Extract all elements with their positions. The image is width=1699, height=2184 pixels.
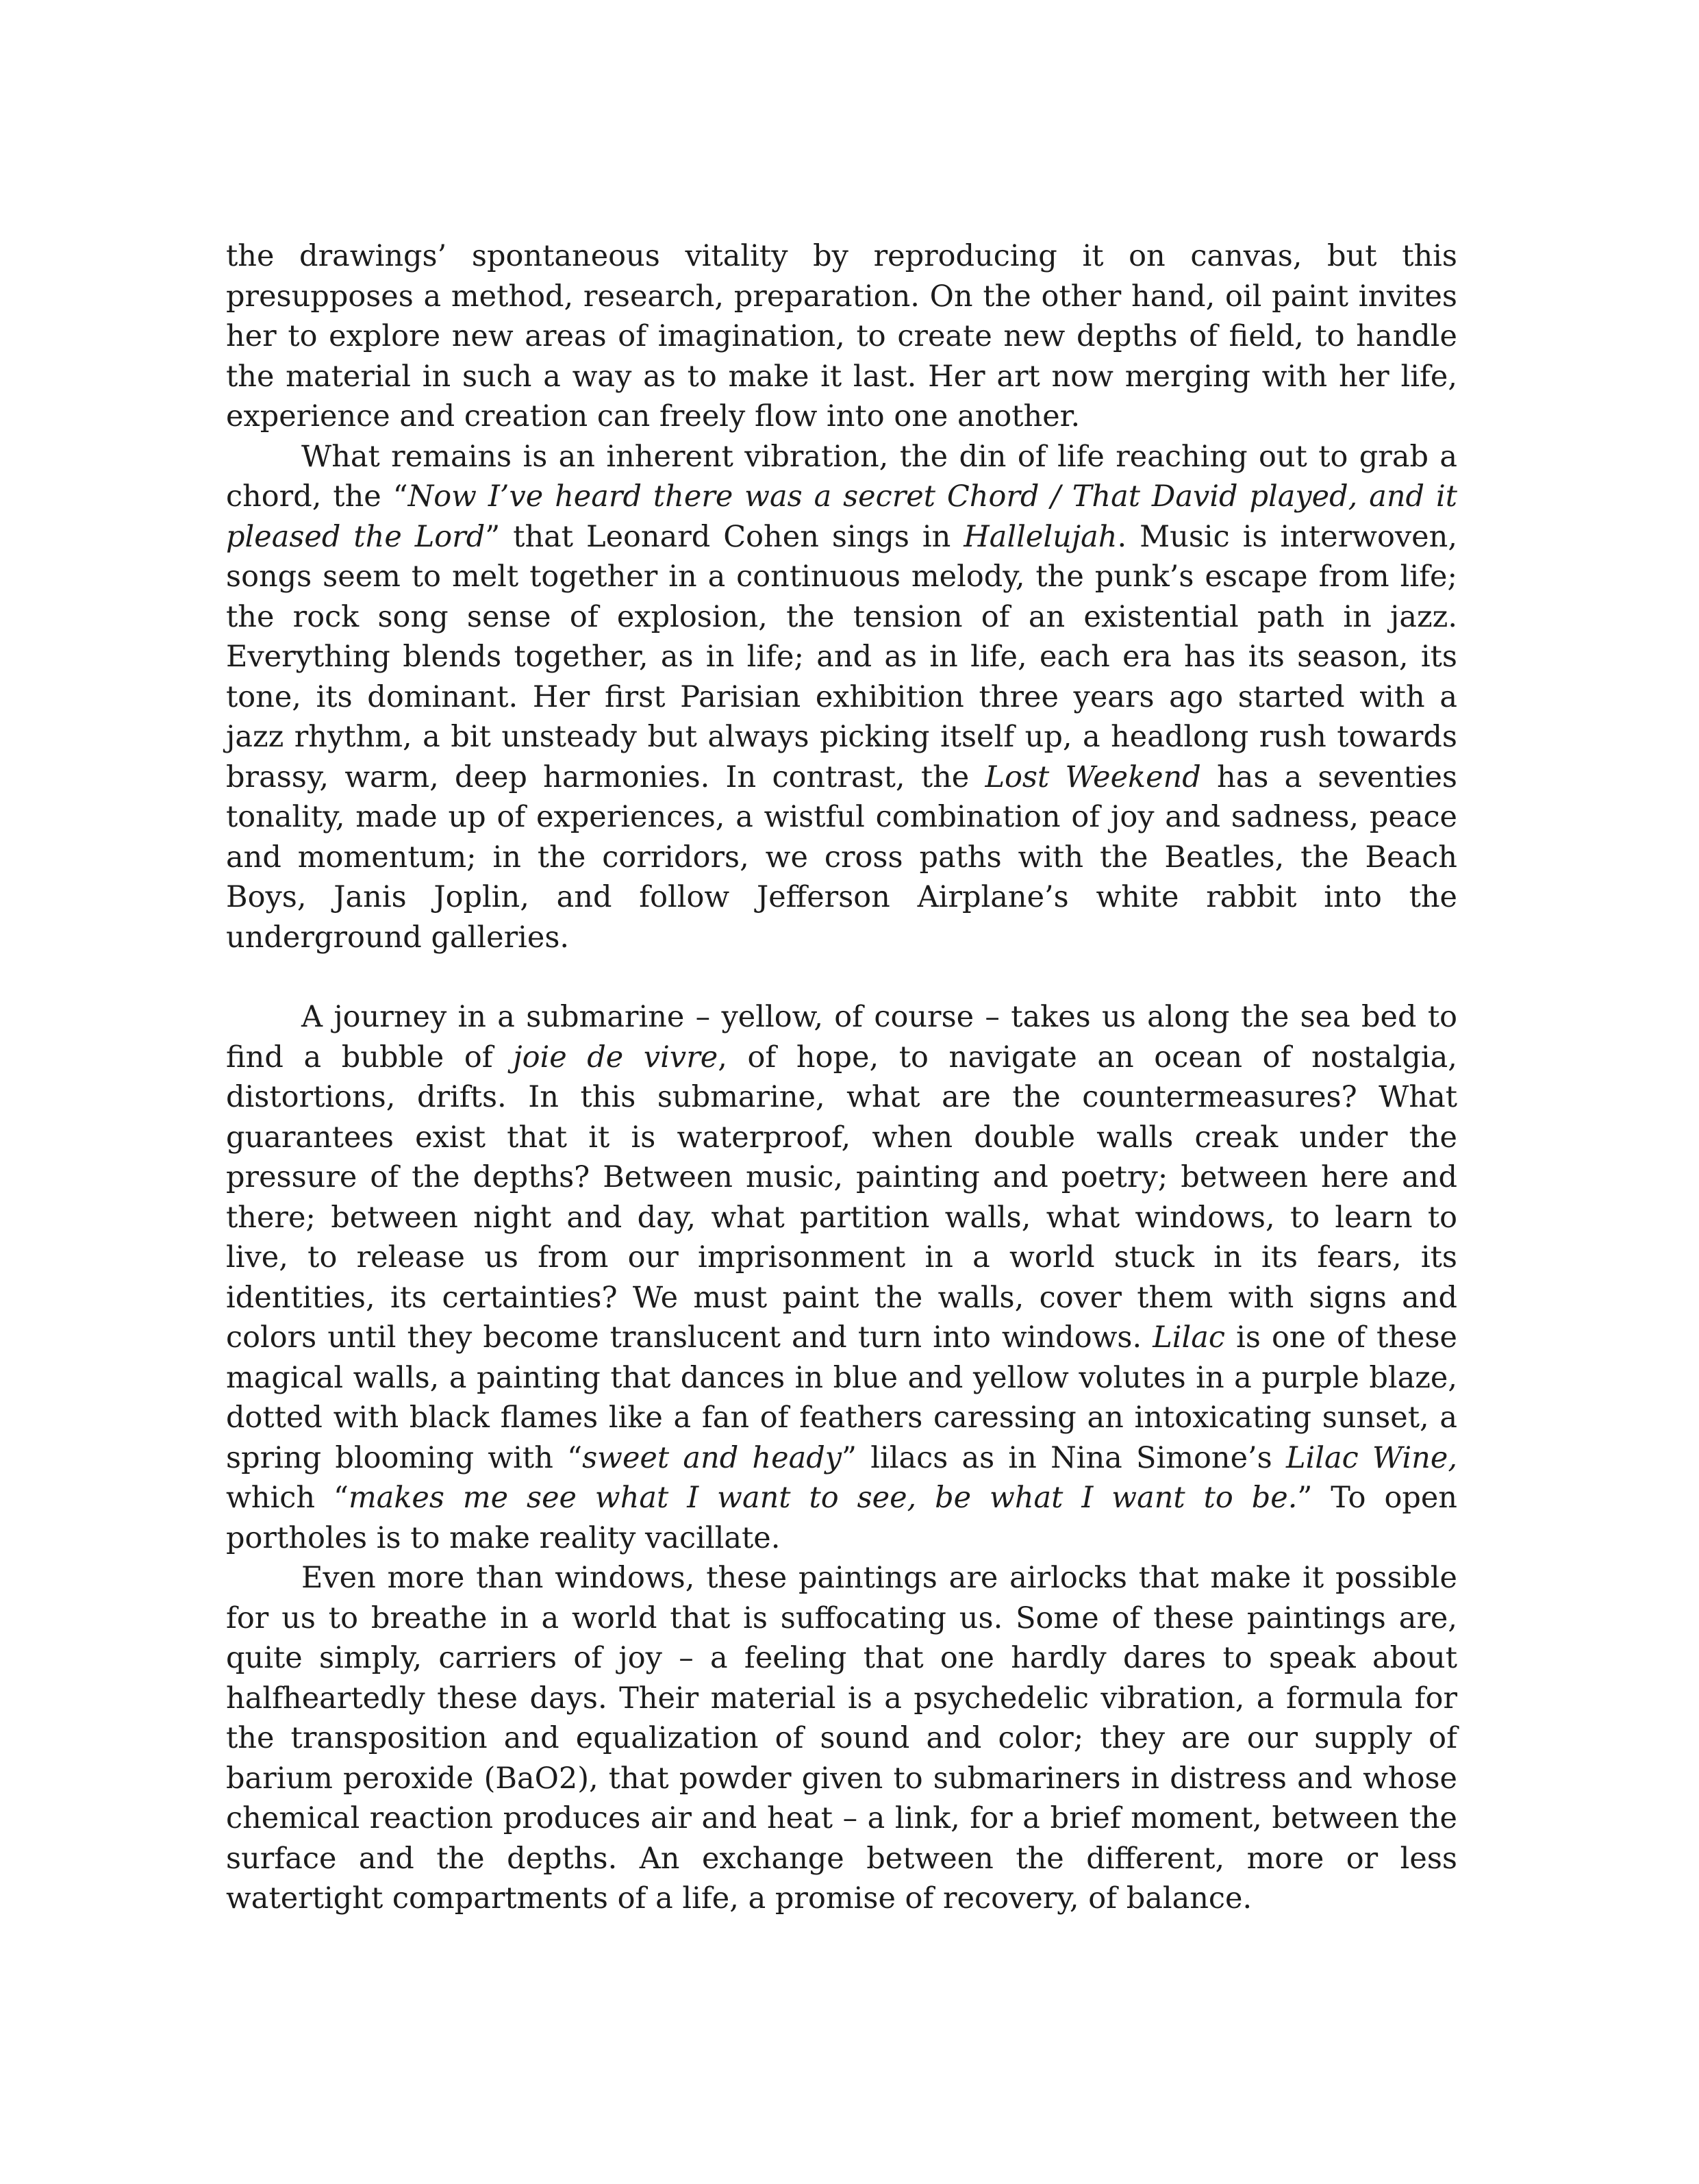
paragraph-3	[226, 997, 1457, 1558]
text-segment: is one of these magical walls, a painting that dances in blue and yellow volutes in a purple blaze, dotted with black flames like a fan of feathers caressing an intoxicating sunset, a spring blooming with “	[226, 1320, 1457, 1475]
text-segment: Even more than windows, these paintings are airlocks that make it possible for us to breathe in a world that is suffocating us. Some of these paintings are, quite simply, carriers of joy – a feeling that one hardly dares to speak about halfheartedly these days. Their material is a psychedelic vibration, a formula for the transposition and equalization of sound and color; they are our supply of barium peroxide (BaO2), that powder given to submariners in distress and whose chemical reaction produces air and heat – a link, for a brief moment, between the surface and the depths. An exchange between the different, more or less watertight compartments of a life, a promise of recovery, of balance.	[226, 1561, 1457, 1916]
quote-italic: sweet and heady	[582, 1440, 842, 1475]
quote-italic: Now I’ve heard there was a secret Chord / That David played, and it pleased the Lord	[226, 479, 1457, 554]
text-segment: . Music is interwoven, songs seem to melt together in a continuous melody, the punk’s escape from life; the rock song sense of explosion, the tension of an existential path in jazz. Everything blends together, as in life; and as in life, each era has its season, its tone, its dominant. Her first Parisian exhibition three years ago started with a jazz rhythm, a bit unsteady but always picking itself up, a headlong rush towards brassy, warm, deep harmonies. In contrast, the	[226, 519, 1457, 794]
body-text	[226, 236, 1457, 1919]
text-segment: ” To open portholes is to make reality vacillate.	[226, 1481, 1457, 1555]
paragraph-4	[226, 1558, 1457, 1919]
text-segment: A journey in a submarine – yellow, of course – takes us along the sea bed to find a bubble of	[226, 1000, 1457, 1075]
text-segment: the drawings’ spontaneous vitality by reproducing it on canvas, but this presupposes a method, research, preparation. On the other hand, oil paint invites her to explore new areas of imagination, to create new depths of field, to handle the material in such a way as to make it last. Her art now merging with her life, experience and creation can freely flow into one another.	[226, 239, 1457, 434]
text-segment: which “	[226, 1481, 349, 1515]
phrase-italic: joie de vivre	[513, 1040, 718, 1075]
paragraph-2	[226, 437, 1457, 958]
song-title-italic: Hallelujah	[964, 519, 1118, 554]
text-segment: ” that Leonard Cohen sings in	[485, 519, 964, 554]
text-segment: What remains is an inherent vibration, the din of life reaching out to grab a chord, the “	[226, 439, 1457, 514]
text-segment: has a seventies tonality, made up of experiences, a wistful combination of joy and sadness, peace and momentum; in the corridors, we cross paths with the Beatles, the Beach Boys, Janis Joplin, and follow Jefferson Airplane’s white rabbit into the underground galleries.	[226, 760, 1457, 955]
painting-title-italic: Lilac	[1153, 1320, 1226, 1355]
paragraph-1	[226, 236, 1457, 437]
song-title-italic: Lilac Wine,	[1285, 1440, 1457, 1475]
text-segment: , of hope, to navigate an ocean of nostalgia, distortions, drifts. In this submarine, what are the countermeasures? What guarantees exist that it is waterproof, when double walls creak under the pressure of the depths? Between music, painting and poetry; between here and there; between night and day, what partition walls, what windows, to learn to live, to release us from our imprisonment in a world stuck in its fears, its identities, its certainties? We must paint the walls, cover them with signs and colors until they become translucent and turn into windows.	[226, 1040, 1457, 1355]
exhibition-title-italic: Lost Weekend	[985, 760, 1201, 794]
text-segment: ” lilacs as in Nina Simone’s	[842, 1440, 1286, 1475]
quote-italic: makes me see what I want to see, be what I want to be.	[348, 1481, 1298, 1515]
